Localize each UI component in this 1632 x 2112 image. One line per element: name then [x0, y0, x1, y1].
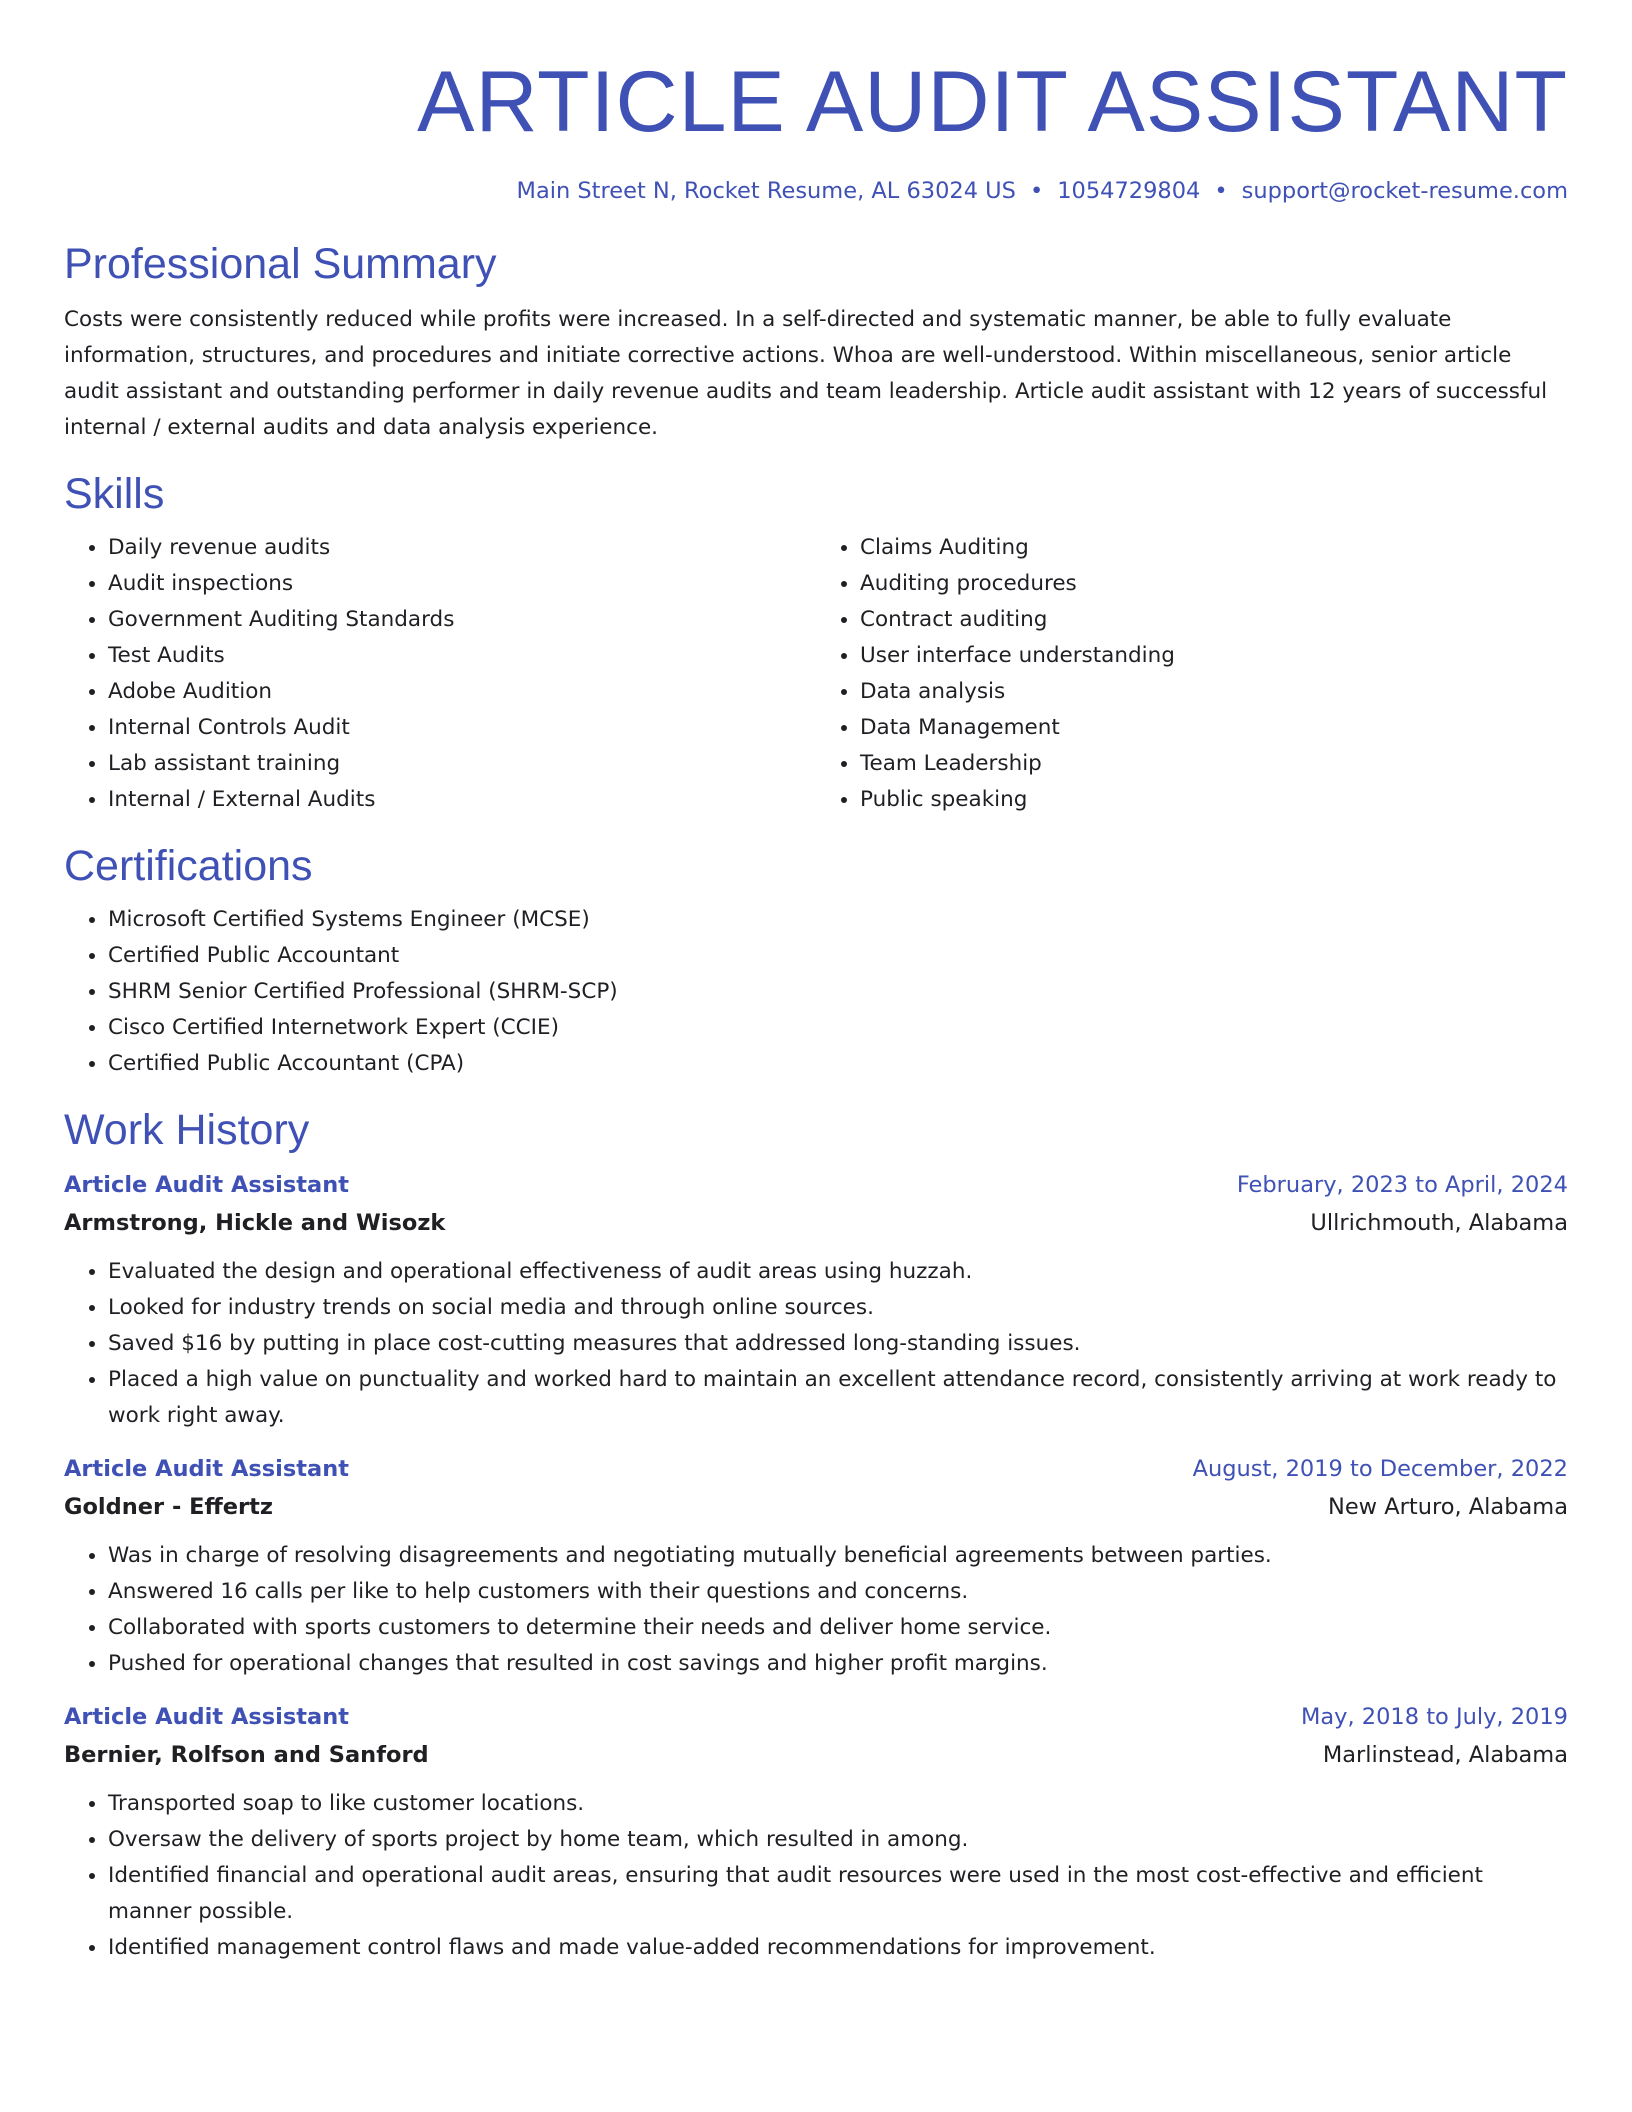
- summary-heading: Professional Summary: [64, 240, 497, 288]
- job-bullets: [64, 1538, 1568, 1682]
- skills-list-left: [64, 530, 816, 818]
- job-bullet: • Looked for industry trends on social media and through online sources.: [108, 1290, 1568, 1326]
- job-company: Bernier, Rolfson and Sanford: [64, 1742, 429, 1768]
- job-company: Goldner - Effertz: [64, 1494, 273, 1520]
- job-entry: [64, 1450, 1568, 1682]
- job-company-row: [64, 1736, 1568, 1774]
- job-company-row: [64, 1488, 1568, 1526]
- skill-item: • Data analysis: [860, 674, 1568, 710]
- summary-text: Costs were consistently reduced while profits were increased. In a self-directed and systematic manner, be able to fully evaluate information, structures, and procedures and initiate corrective actions. Whoa are well-understood. Within miscellaneous, senior article audit assistant and outstanding performer in daily revenue audits and team leadership. Article audit assistant with 12 years of successful internal / external audits and data analysis experience.: [64, 307, 1548, 440]
- skill-item: • Auditing procedures: [860, 566, 1568, 602]
- skill-item: • Claims Auditing: [860, 530, 1568, 566]
- job-entry: [64, 1166, 1568, 1434]
- skill-item: • Contract auditing: [860, 602, 1568, 638]
- job-bullet: • Evaluated the design and operational effectiveness of audit areas using huzzah.: [108, 1254, 1568, 1290]
- skill-item: • Government Auditing Standards: [108, 602, 816, 638]
- job-title: Article Audit Assistant: [64, 1704, 349, 1730]
- job-bullet: • Collaborated with sports customers to determine their needs and deliver home service.: [108, 1610, 1568, 1646]
- contact-separator: •: [1029, 178, 1044, 204]
- job-title-row: [64, 1450, 1568, 1488]
- job-title: Article Audit Assistant: [64, 1456, 349, 1482]
- job-location: Ullrichmouth, Alabama: [1310, 1210, 1568, 1236]
- certification-item: • Microsoft Certified Systems Engineer (MCSE): [108, 902, 1568, 938]
- job-bullets: [64, 1786, 1568, 1966]
- contact-email[interactable]: support@rocket-resume.com: [1241, 178, 1568, 204]
- skill-item: • User interface understanding: [860, 638, 1568, 674]
- job-title-row: [64, 1166, 1568, 1204]
- job-bullet: • Answered 16 calls per like to help customers with their questions and concerns.: [108, 1574, 1568, 1610]
- certification-item: • SHRM Senior Certified Professional (SHRM-SCP): [108, 974, 1568, 1010]
- job-bullet: • Pushed for operational changes that resulted in cost savings and higher profit margins.: [108, 1646, 1568, 1682]
- job-dates: August, 2019 to December, 2022: [1192, 1456, 1568, 1482]
- job-dates: May, 2018 to July, 2019: [1300, 1704, 1568, 1730]
- skill-item: • Adobe Audition: [108, 674, 816, 710]
- job-bullets: [64, 1254, 1568, 1434]
- job-bullet: • Placed a high value on punctuality and worked hard to maintain an excellent attendance record, consistently arriving at work ready to work right away.: [108, 1362, 1568, 1434]
- resume-header: [64, 52, 1568, 206]
- job-company: Armstrong, Hickle and Wisozk: [64, 1210, 446, 1236]
- skill-item: • Public speaking: [860, 782, 1568, 818]
- contact-line: [64, 176, 1568, 206]
- skill-item: • Test Audits: [108, 638, 816, 674]
- job-bullet: • Identified financial and operational audit areas, ensuring that audit resources were used in the most cost-effective and efficient manner possible.: [108, 1858, 1568, 1930]
- job-entry: [64, 1698, 1568, 1966]
- contact-address: Main Street N, Rocket Resume, AL 63024 US: [516, 178, 1016, 204]
- certifications-list: [64, 902, 1568, 1082]
- job-title-row: [64, 1698, 1568, 1736]
- certification-item: • Certified Public Accountant (CPA): [108, 1046, 1568, 1082]
- skills-grid: [64, 530, 1568, 818]
- certifications-heading: Certifications: [64, 842, 313, 890]
- skill-item: • Lab assistant training: [108, 746, 816, 782]
- job-bullet: • Was in charge of resolving disagreements and negotiating mutually beneficial agreements between parties.: [108, 1538, 1568, 1574]
- job-bullet: • Saved $16 by putting in place cost-cutting measures that addressed long-standing issues.: [108, 1326, 1568, 1362]
- skills-list-right: [816, 530, 1568, 818]
- work-history-heading: Work History: [64, 1106, 310, 1154]
- job-bullet: • Oversaw the delivery of sports project by home team, which resulted in among.: [108, 1822, 1568, 1858]
- job-dates: February, 2023 to April, 2024: [1236, 1172, 1568, 1198]
- job-title: Article Audit Assistant: [64, 1172, 349, 1198]
- skill-item: • Daily revenue audits: [108, 530, 816, 566]
- job-bullet: • Identified management control flaws and made value-added recommendations for improvement.: [108, 1930, 1568, 1966]
- job-bullet: • Transported soap to like customer locations.: [108, 1786, 1568, 1822]
- candidate-name: ARTICLE AUDIT ASSISTANT: [417, 54, 1568, 150]
- certification-item: • Certified Public Accountant: [108, 938, 1568, 974]
- skill-item: • Internal Controls Audit: [108, 710, 816, 746]
- contact-separator: •: [1214, 178, 1228, 204]
- skill-item: • Internal / External Audits: [108, 782, 816, 818]
- skill-item: • Team Leadership: [860, 746, 1568, 782]
- skill-item: • Audit inspections: [108, 566, 816, 602]
- job-location: Marlinstead, Alabama: [1322, 1742, 1568, 1768]
- job-location: New Arturo, Alabama: [1328, 1494, 1568, 1520]
- job-company-row: [64, 1204, 1568, 1242]
- skills-heading: Skills: [64, 470, 165, 518]
- skill-item: • Data Management: [860, 710, 1568, 746]
- contact-phone: 1054729804: [1057, 178, 1201, 204]
- certification-item: • Cisco Certified Internetwork Expert (CCIE): [108, 1010, 1568, 1046]
